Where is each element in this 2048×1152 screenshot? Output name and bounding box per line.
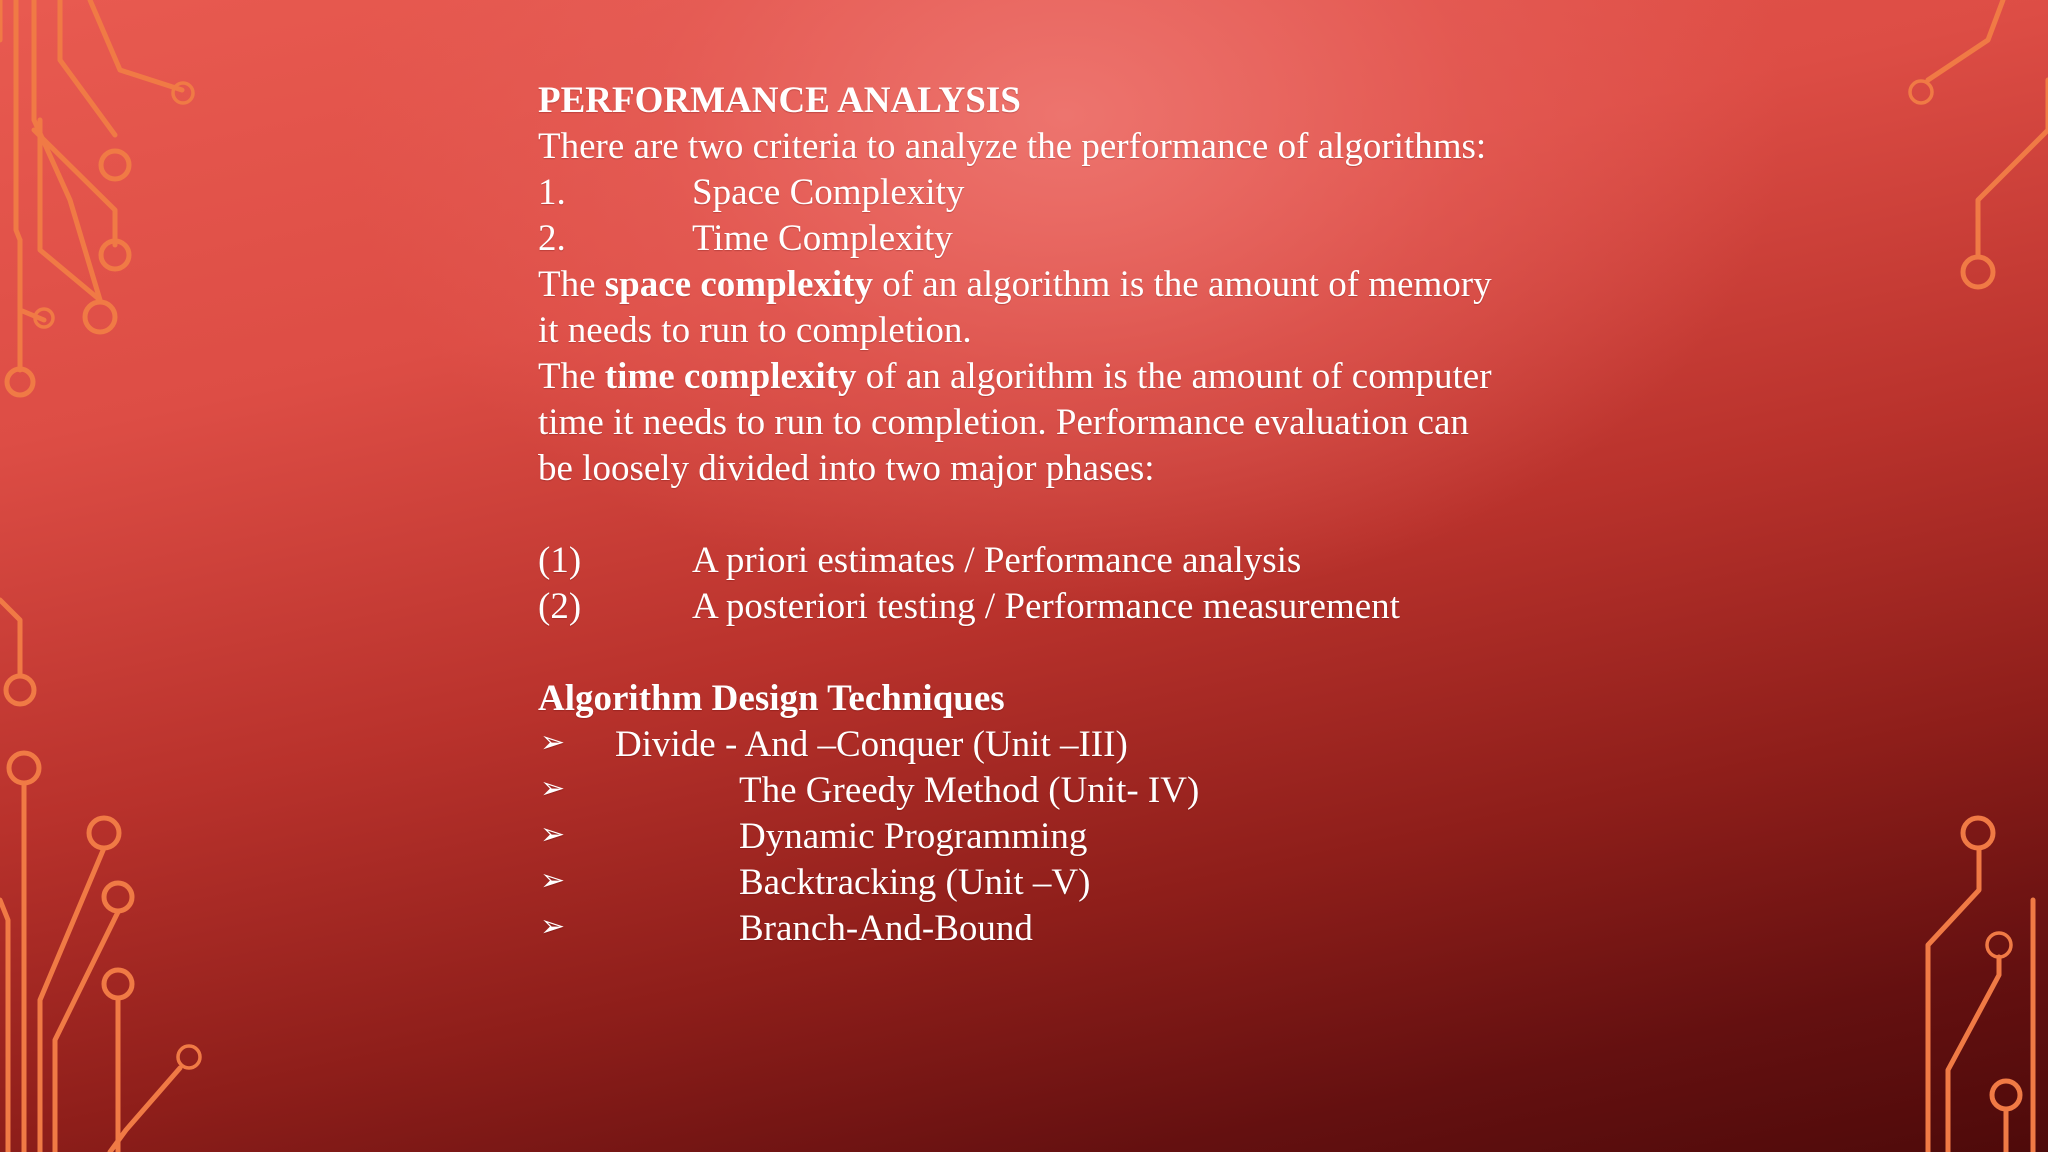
- technique-item: [538, 814, 1538, 860]
- space-para-rest: of an algorithm is the amount of memory: [872, 264, 1492, 305]
- phase-item: [538, 538, 1538, 584]
- arrow-bullet-icon: ➢: [540, 771, 566, 806]
- space-para-prefix: The: [538, 264, 605, 305]
- spacer: [538, 630, 1538, 676]
- space-complexity-term: space complexity: [604, 264, 873, 305]
- technique-text: Backtracking (Unit –V): [739, 862, 1091, 903]
- technique-item: [538, 906, 1538, 952]
- criteria-number: 1.: [538, 172, 566, 213]
- technique-text: The Greedy Method (Unit- IV): [739, 770, 1200, 811]
- space-complexity-paragraph: [538, 262, 1538, 308]
- technique-item: [538, 722, 1538, 768]
- arrow-bullet-icon: ➢: [540, 817, 566, 852]
- arrow-bullet-icon: ➢: [540, 909, 566, 944]
- slide-title: PERFORMANCE ANALYSIS: [538, 80, 1021, 121]
- phase-text: A priori estimates / Performance analysis: [692, 540, 1302, 581]
- time-complexity-term: time complexity: [604, 356, 857, 397]
- time-para-prefix: The: [538, 356, 605, 397]
- time-para-line3: be loosely divided into two major phases:: [538, 448, 1155, 489]
- phase-number: (2): [538, 586, 582, 627]
- phase-number: (1): [538, 540, 582, 581]
- criteria-item: [538, 216, 1538, 262]
- circuit-decoration-left: [0, 0, 260, 1152]
- criteria-item: [538, 170, 1538, 216]
- intro-text: There are two criteria to analyze the performance of algorithms:: [538, 126, 1487, 167]
- phase-text: A posteriori testing / Performance measurement: [692, 586, 1400, 627]
- technique-text: Dynamic Programming: [739, 816, 1088, 857]
- slide-body: [538, 78, 1538, 952]
- time-para-rest: of an algorithm is the amount of computer: [856, 356, 1492, 397]
- arrow-bullet-icon: ➢: [540, 863, 566, 898]
- space-para-line2: it needs to run to completion.: [538, 310, 972, 351]
- circuit-decoration-right: [1828, 0, 2048, 1152]
- technique-item: [538, 768, 1538, 814]
- criteria-text: Space Complexity: [692, 172, 965, 213]
- techniques-heading: Algorithm Design Techniques: [538, 678, 1005, 719]
- criteria-number: 2.: [538, 218, 566, 259]
- technique-item: [538, 860, 1538, 906]
- phase-item: [538, 584, 1538, 630]
- technique-text: Branch-And-Bound: [739, 908, 1033, 949]
- arrow-bullet-icon: ➢: [540, 725, 566, 760]
- time-para-line2: time it needs to run to completion. Performance evaluation can: [538, 402, 1469, 443]
- technique-text: Divide - And –Conquer (Unit –III): [615, 724, 1128, 765]
- spacer: [538, 492, 1538, 538]
- criteria-text: Time Complexity: [692, 218, 953, 259]
- time-complexity-paragraph: [538, 354, 1538, 400]
